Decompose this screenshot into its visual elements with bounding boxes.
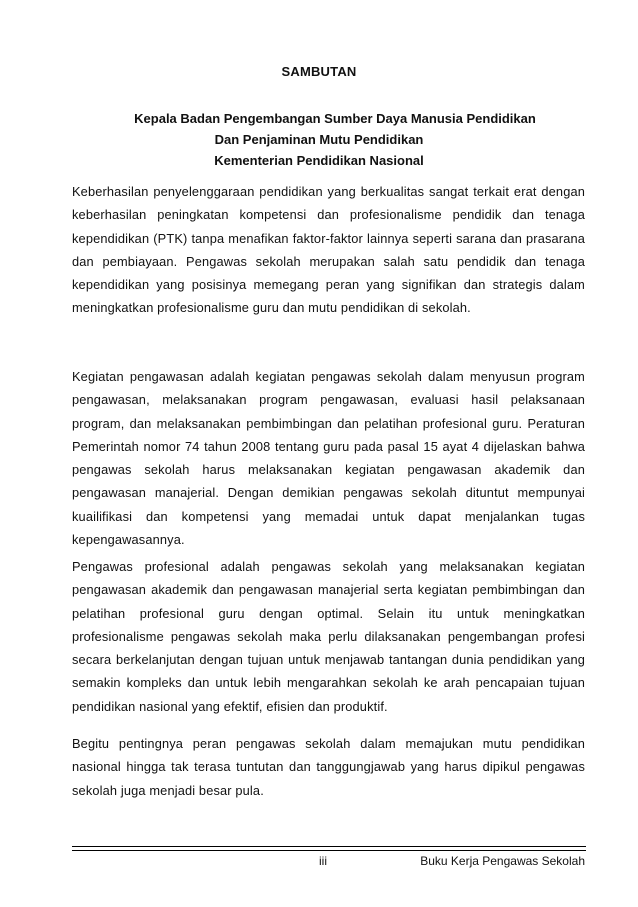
paragraph-1: Keberhasilan penyelenggaraan pendidikan yang berkualitas sangat terkait erat dengan keberhasilan peningkatan kompetensi dan profesionalisme pendidik dan tenaga kependidikan (PTK) tanpa menafikan faktor-faktor lainnya seperti sarana dan prasarana dan pembiayaan. Pengawas sekolah merupakan salah satu pendidik dan tenaga kependidikan yang posisinya memegang peran yang signifikan dan strategis dalam meningkatkan profesionalisme guru dan mutu pendidikan di sekolah. xyxy=(72,184,585,316)
footer-page-number: iii xyxy=(319,854,327,868)
footer-book-title: Buku Kerja Pengawas Sekolah xyxy=(420,854,585,868)
footer-divider-thick xyxy=(72,846,586,847)
paragraph-2: Kegiatan pengawasan adalah kegiatan pengawas sekolah dalam menyusun program pengawasan, melaksanakan program pengawasan, evaluasi hasil pelaksanaan program, dan melaksanakan pembimbingan dan pelatihan profesional guru. Peraturan Pemerintah nomor 74 tahun 2008 tentang guru pada pasal 15 ayat 4 dijelaskan bahwa pengawas sekolah harus melaksanakan kegiatan pengawasan akademik dan pengawasan manajerial. Dengan demikian pengawas sekolah dituntut mempunyai kuailifikasi dan kompetensi yang memadai untuk dapat menjalankan tugas kepengawasannya. xyxy=(72,369,585,548)
heading-line-2: Dan Penjaminan Mutu Pendidikan xyxy=(214,132,424,147)
page-title: SAMBUTAN xyxy=(281,64,357,79)
paragraph-3: Pengawas profesional adalah pengawas sekolah yang melaksanakan kegiatan pengawasan akademik dan pengawasan manajerial serta kegiatan pembimbingan dan pelatihan profesional guru dengan optimal. Selain itu untuk meningkatkan profesionalisme pengawas sekolah maka perlu dilaksanakan pengembangan profesi secara berkelanjutan dengan tujuan untuk menjawab tantangan dunia pendidikan yang semakin kompleks dan untuk lebih mengarahkan sekolah ke arah pencapaian tujuan pendidikan nasional yang efektif, efisien dan produktif. xyxy=(72,559,585,714)
heading-line-3: Kementerian Pendidikan Nasional xyxy=(214,153,424,168)
paragraph-4: Begitu pentingnya peran pengawas sekolah dalam memajukan mutu pendidikan nasional hingga tak terasa tuntutan dan tanggungjawab yang harus dipikul pengawas sekolah juga menjadi besar pula. xyxy=(72,736,585,798)
heading-block xyxy=(0,108,638,171)
footer-divider-thin xyxy=(72,850,586,851)
heading-line-1: Kepala Badan Pengembangan Sumber Daya Manusia Pendidikan xyxy=(134,111,536,126)
